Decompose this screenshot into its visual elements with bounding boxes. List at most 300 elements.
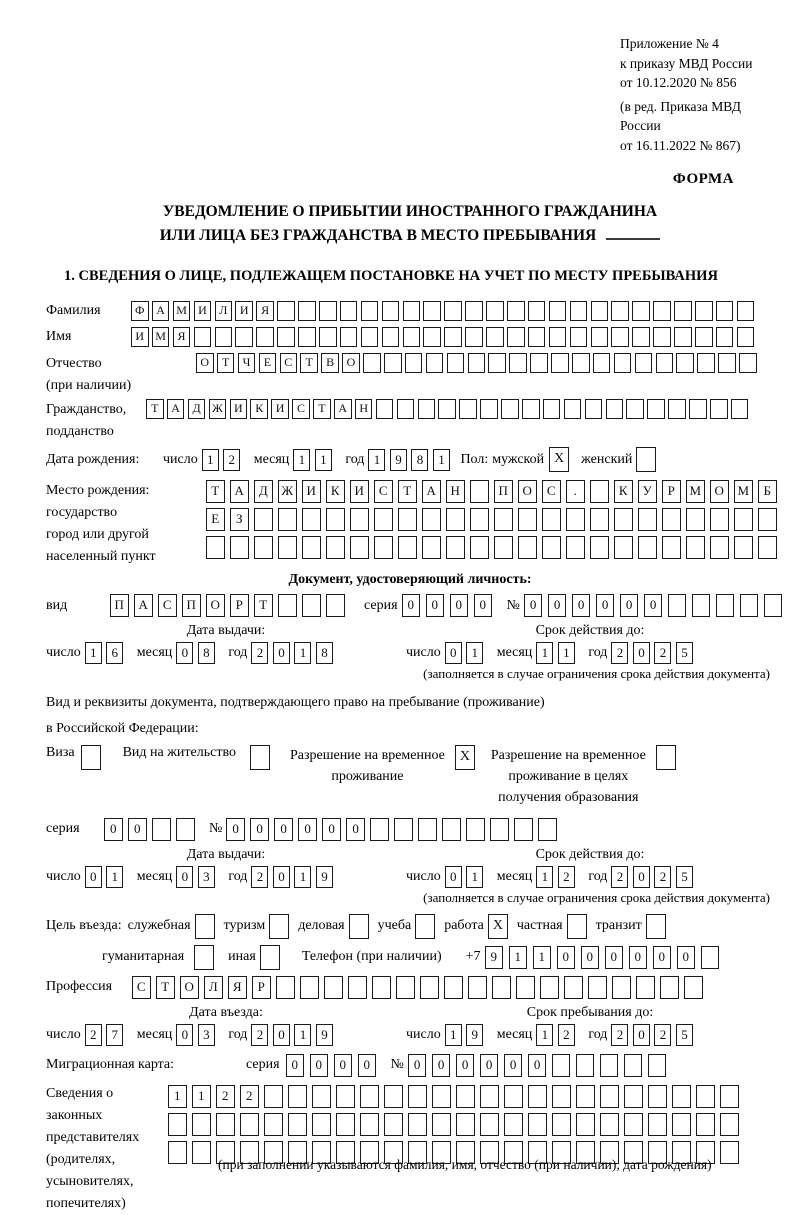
char-cell[interactable]: X bbox=[488, 914, 508, 939]
char-cell[interactable] bbox=[739, 353, 757, 373]
char-cell[interactable] bbox=[326, 594, 345, 617]
char-cell[interactable]: К bbox=[326, 480, 345, 503]
char-cell[interactable] bbox=[647, 399, 665, 419]
char-cell[interactable] bbox=[319, 301, 337, 321]
char-cell[interactable] bbox=[446, 536, 465, 559]
visa-checkbox[interactable] bbox=[81, 745, 101, 770]
char-cell[interactable]: 2 bbox=[558, 1024, 575, 1046]
char-cell[interactable] bbox=[403, 301, 421, 321]
char-cell[interactable] bbox=[710, 536, 729, 559]
char-cell[interactable] bbox=[168, 1141, 187, 1164]
char-cell[interactable] bbox=[348, 976, 367, 999]
char-cell[interactable]: Р bbox=[662, 480, 681, 503]
char-cell[interactable] bbox=[468, 353, 486, 373]
char-cell[interactable]: 0 bbox=[548, 594, 567, 617]
char-cell[interactable] bbox=[552, 1085, 571, 1108]
char-cell[interactable]: 1 bbox=[368, 449, 385, 471]
char-cell[interactable] bbox=[570, 327, 588, 347]
char-cell[interactable] bbox=[420, 976, 439, 999]
char-cell[interactable]: Б bbox=[758, 480, 777, 503]
char-cell[interactable]: О bbox=[206, 594, 225, 617]
char-cell[interactable]: Т bbox=[254, 594, 273, 617]
char-cell[interactable] bbox=[684, 976, 703, 999]
char-cell[interactable] bbox=[405, 353, 423, 373]
char-cell[interactable] bbox=[360, 1085, 379, 1108]
char-cell[interactable] bbox=[350, 536, 369, 559]
char-cell[interactable]: 0 bbox=[633, 642, 650, 664]
char-cell[interactable]: 0 bbox=[273, 1024, 290, 1046]
char-cell[interactable]: 2 bbox=[654, 642, 671, 664]
char-cell[interactable]: О bbox=[342, 353, 360, 373]
char-cell[interactable]: 2 bbox=[251, 1024, 268, 1046]
char-cell[interactable] bbox=[488, 353, 506, 373]
char-cell[interactable]: 0 bbox=[620, 594, 639, 617]
char-cell[interactable] bbox=[470, 508, 489, 531]
char-cell[interactable] bbox=[572, 353, 590, 373]
char-cell[interactable] bbox=[590, 480, 609, 503]
char-cell[interactable]: 1 bbox=[192, 1085, 211, 1108]
char-cell[interactable]: С bbox=[542, 480, 561, 503]
char-cell[interactable]: 1 bbox=[533, 946, 552, 969]
char-cell[interactable] bbox=[528, 1113, 547, 1136]
char-cell[interactable]: Ж bbox=[209, 399, 227, 419]
char-cell[interactable] bbox=[350, 508, 369, 531]
char-cell[interactable] bbox=[422, 508, 441, 531]
char-cell[interactable]: 0 bbox=[581, 946, 600, 969]
char-cell[interactable] bbox=[480, 1085, 499, 1108]
char-cell[interactable] bbox=[612, 976, 631, 999]
char-cell[interactable] bbox=[374, 508, 393, 531]
char-cell[interactable] bbox=[384, 353, 402, 373]
char-cell[interactable]: А bbox=[152, 301, 170, 321]
char-cell[interactable] bbox=[490, 818, 509, 841]
char-cell[interactable] bbox=[653, 301, 671, 321]
sex-female-checkbox[interactable] bbox=[636, 447, 656, 472]
char-cell[interactable] bbox=[734, 536, 753, 559]
char-cell[interactable] bbox=[446, 508, 465, 531]
char-cell[interactable] bbox=[480, 1113, 499, 1136]
char-cell[interactable] bbox=[382, 327, 400, 347]
char-cell[interactable] bbox=[716, 594, 735, 617]
char-cell[interactable] bbox=[624, 1113, 643, 1136]
char-cell[interactable]: И bbox=[230, 399, 248, 419]
char-cell[interactable]: 2 bbox=[85, 1024, 102, 1046]
char-cell[interactable] bbox=[376, 399, 394, 419]
char-cell[interactable] bbox=[372, 976, 391, 999]
char-cell[interactable] bbox=[370, 818, 389, 841]
char-cell[interactable] bbox=[442, 818, 461, 841]
char-cell[interactable]: 0 bbox=[596, 594, 615, 617]
char-cell[interactable] bbox=[528, 327, 546, 347]
char-cell[interactable] bbox=[530, 353, 548, 373]
char-cell[interactable] bbox=[731, 399, 749, 419]
char-cell[interactable]: 0 bbox=[677, 946, 696, 969]
purpose-tranzit-checkbox[interactable] bbox=[646, 914, 666, 939]
char-cell[interactable]: 3 bbox=[198, 1024, 215, 1046]
char-cell[interactable] bbox=[600, 1054, 619, 1077]
char-cell[interactable] bbox=[384, 1113, 403, 1136]
char-cell[interactable] bbox=[418, 818, 437, 841]
char-cell[interactable]: М bbox=[734, 480, 753, 503]
char-cell[interactable] bbox=[600, 1085, 619, 1108]
char-cell[interactable]: 2 bbox=[558, 866, 575, 888]
char-cell[interactable] bbox=[696, 1085, 715, 1108]
char-cell[interactable]: 0 bbox=[426, 594, 445, 617]
char-cell[interactable] bbox=[298, 327, 316, 347]
char-cell[interactable]: 0 bbox=[250, 818, 269, 841]
char-cell[interactable]: Р bbox=[230, 594, 249, 617]
char-cell[interactable] bbox=[423, 327, 441, 347]
char-cell[interactable] bbox=[564, 399, 582, 419]
char-cell[interactable] bbox=[695, 327, 713, 347]
char-cell[interactable] bbox=[648, 1054, 667, 1077]
purpose-chastnaya-checkbox[interactable] bbox=[567, 914, 587, 939]
char-cell[interactable] bbox=[465, 301, 483, 321]
char-cell[interactable] bbox=[336, 1085, 355, 1108]
char-cell[interactable] bbox=[591, 327, 609, 347]
char-cell[interactable]: С bbox=[374, 480, 393, 503]
char-cell[interactable] bbox=[656, 745, 676, 770]
char-cell[interactable]: 0 bbox=[402, 594, 421, 617]
char-cell[interactable]: И bbox=[350, 480, 369, 503]
char-cell[interactable] bbox=[360, 1113, 379, 1136]
char-cell[interactable] bbox=[319, 327, 337, 347]
char-cell[interactable] bbox=[672, 1085, 691, 1108]
char-cell[interactable]: 0 bbox=[445, 642, 462, 664]
char-cell[interactable]: Ч bbox=[238, 353, 256, 373]
char-cell[interactable]: 8 bbox=[198, 642, 215, 664]
char-cell[interactable] bbox=[632, 327, 650, 347]
char-cell[interactable]: 0 bbox=[273, 642, 290, 664]
char-cell[interactable] bbox=[636, 447, 656, 472]
purpose-ucheba-checkbox[interactable] bbox=[415, 914, 435, 939]
temp-permit-checkbox[interactable] bbox=[455, 745, 475, 770]
char-cell[interactable]: 0 bbox=[653, 946, 672, 969]
char-cell[interactable] bbox=[254, 508, 273, 531]
char-cell[interactable]: Т bbox=[313, 399, 331, 419]
char-cell[interactable] bbox=[542, 508, 561, 531]
char-cell[interactable]: С bbox=[132, 976, 151, 999]
char-cell[interactable]: 0 bbox=[504, 1054, 523, 1077]
char-cell[interactable]: 1 bbox=[558, 642, 575, 664]
char-cell[interactable] bbox=[408, 1113, 427, 1136]
char-cell[interactable] bbox=[361, 301, 379, 321]
char-cell[interactable] bbox=[674, 327, 692, 347]
char-cell[interactable] bbox=[194, 327, 212, 347]
char-cell[interactable] bbox=[716, 327, 734, 347]
char-cell[interactable]: 9 bbox=[466, 1024, 483, 1046]
char-cell[interactable] bbox=[298, 301, 316, 321]
char-cell[interactable]: . bbox=[566, 480, 585, 503]
char-cell[interactable] bbox=[456, 1113, 475, 1136]
char-cell[interactable]: 9 bbox=[390, 449, 407, 471]
char-cell[interactable] bbox=[382, 301, 400, 321]
char-cell[interactable]: В bbox=[321, 353, 339, 373]
char-cell[interactable] bbox=[444, 976, 463, 999]
char-cell[interactable] bbox=[349, 914, 369, 939]
char-cell[interactable]: А bbox=[230, 480, 249, 503]
char-cell[interactable] bbox=[507, 301, 525, 321]
char-cell[interactable]: 0 bbox=[273, 866, 290, 888]
char-cell[interactable] bbox=[660, 976, 679, 999]
char-cell[interactable]: 1 bbox=[466, 642, 483, 664]
char-cell[interactable]: О bbox=[710, 480, 729, 503]
char-cell[interactable]: Ф bbox=[131, 301, 149, 321]
char-cell[interactable] bbox=[254, 536, 273, 559]
char-cell[interactable] bbox=[312, 1085, 331, 1108]
char-cell[interactable]: Т bbox=[206, 480, 225, 503]
char-cell[interactable]: Н bbox=[446, 480, 465, 503]
char-cell[interactable] bbox=[235, 327, 253, 347]
char-cell[interactable] bbox=[394, 818, 413, 841]
edu-permit-checkbox[interactable] bbox=[656, 745, 676, 770]
char-cell[interactable] bbox=[276, 976, 295, 999]
char-cell[interactable] bbox=[486, 327, 504, 347]
char-cell[interactable]: Н bbox=[355, 399, 373, 419]
purpose-inaya-checkbox[interactable] bbox=[260, 945, 280, 970]
char-cell[interactable] bbox=[636, 976, 655, 999]
char-cell[interactable]: П bbox=[182, 594, 201, 617]
char-cell[interactable]: Т bbox=[217, 353, 235, 373]
char-cell[interactable] bbox=[192, 1141, 211, 1164]
char-cell[interactable]: 1 bbox=[294, 1024, 311, 1046]
char-cell[interactable]: 1 bbox=[536, 866, 553, 888]
char-cell[interactable] bbox=[278, 536, 297, 559]
char-cell[interactable]: X bbox=[549, 447, 569, 472]
char-cell[interactable] bbox=[176, 818, 195, 841]
char-cell[interactable] bbox=[470, 480, 489, 503]
char-cell[interactable]: 9 bbox=[316, 1024, 333, 1046]
char-cell[interactable]: 0 bbox=[226, 818, 245, 841]
char-cell[interactable] bbox=[516, 976, 535, 999]
char-cell[interactable] bbox=[288, 1085, 307, 1108]
char-cell[interactable]: 2 bbox=[223, 449, 240, 471]
char-cell[interactable] bbox=[168, 1113, 187, 1136]
char-cell[interactable]: Т bbox=[146, 399, 164, 419]
char-cell[interactable]: 0 bbox=[298, 818, 317, 841]
char-cell[interactable]: 8 bbox=[316, 642, 333, 664]
char-cell[interactable] bbox=[509, 353, 527, 373]
char-cell[interactable]: М bbox=[173, 301, 191, 321]
char-cell[interactable] bbox=[264, 1113, 283, 1136]
char-cell[interactable]: 0 bbox=[286, 1054, 305, 1077]
char-cell[interactable] bbox=[384, 1085, 403, 1108]
char-cell[interactable]: 1 bbox=[536, 642, 553, 664]
char-cell[interactable] bbox=[444, 301, 462, 321]
char-cell[interactable]: 0 bbox=[524, 594, 543, 617]
char-cell[interactable] bbox=[686, 536, 705, 559]
char-cell[interactable]: 0 bbox=[176, 866, 193, 888]
char-cell[interactable] bbox=[447, 353, 465, 373]
char-cell[interactable] bbox=[710, 399, 728, 419]
char-cell[interactable]: М bbox=[686, 480, 705, 503]
char-cell[interactable] bbox=[701, 946, 720, 969]
char-cell[interactable]: 0 bbox=[456, 1054, 475, 1077]
char-cell[interactable]: Д bbox=[188, 399, 206, 419]
char-cell[interactable]: Ж bbox=[278, 480, 297, 503]
char-cell[interactable]: О bbox=[518, 480, 537, 503]
char-cell[interactable] bbox=[588, 976, 607, 999]
char-cell[interactable]: О bbox=[180, 976, 199, 999]
char-cell[interactable]: 1 bbox=[106, 866, 123, 888]
char-cell[interactable]: К bbox=[614, 480, 633, 503]
char-cell[interactable]: 0 bbox=[432, 1054, 451, 1077]
char-cell[interactable] bbox=[718, 353, 736, 373]
char-cell[interactable] bbox=[494, 536, 513, 559]
char-cell[interactable] bbox=[648, 1085, 667, 1108]
char-cell[interactable] bbox=[418, 399, 436, 419]
char-cell[interactable] bbox=[422, 536, 441, 559]
char-cell[interactable] bbox=[656, 353, 674, 373]
char-cell[interactable] bbox=[398, 508, 417, 531]
char-cell[interactable] bbox=[648, 1113, 667, 1136]
char-cell[interactable] bbox=[624, 1085, 643, 1108]
char-cell[interactable] bbox=[278, 508, 297, 531]
char-cell[interactable] bbox=[269, 914, 289, 939]
char-cell[interactable]: 6 bbox=[106, 642, 123, 664]
char-cell[interactable]: 0 bbox=[474, 594, 493, 617]
char-cell[interactable] bbox=[192, 1113, 211, 1136]
char-cell[interactable] bbox=[398, 536, 417, 559]
char-cell[interactable] bbox=[340, 327, 358, 347]
char-cell[interactable]: 0 bbox=[557, 946, 576, 969]
char-cell[interactable]: З bbox=[230, 508, 249, 531]
char-cell[interactable] bbox=[468, 976, 487, 999]
char-cell[interactable] bbox=[501, 399, 519, 419]
char-cell[interactable]: С bbox=[292, 399, 310, 419]
char-cell[interactable] bbox=[697, 353, 715, 373]
char-cell[interactable] bbox=[302, 508, 321, 531]
char-cell[interactable] bbox=[538, 818, 557, 841]
char-cell[interactable] bbox=[396, 976, 415, 999]
purpose-delovaya-checkbox[interactable] bbox=[349, 914, 369, 939]
char-cell[interactable] bbox=[638, 536, 657, 559]
char-cell[interactable] bbox=[480, 399, 498, 419]
char-cell[interactable] bbox=[324, 976, 343, 999]
char-cell[interactable] bbox=[194, 945, 214, 970]
char-cell[interactable]: С bbox=[280, 353, 298, 373]
char-cell[interactable] bbox=[686, 508, 705, 531]
char-cell[interactable] bbox=[438, 399, 456, 419]
char-cell[interactable] bbox=[465, 327, 483, 347]
char-cell[interactable]: 1 bbox=[315, 449, 332, 471]
char-cell[interactable] bbox=[277, 301, 295, 321]
char-cell[interactable]: Я bbox=[228, 976, 247, 999]
char-cell[interactable] bbox=[397, 399, 415, 419]
char-cell[interactable]: Л bbox=[215, 301, 233, 321]
char-cell[interactable] bbox=[710, 508, 729, 531]
char-cell[interactable] bbox=[672, 1113, 691, 1136]
char-cell[interactable] bbox=[668, 594, 687, 617]
char-cell[interactable]: Л bbox=[204, 976, 223, 999]
char-cell[interactable] bbox=[758, 536, 777, 559]
char-cell[interactable]: 1 bbox=[433, 449, 450, 471]
char-cell[interactable] bbox=[528, 1085, 547, 1108]
char-cell[interactable]: 0 bbox=[128, 818, 147, 841]
char-cell[interactable] bbox=[277, 327, 295, 347]
char-cell[interactable] bbox=[302, 594, 321, 617]
char-cell[interactable]: 2 bbox=[251, 866, 268, 888]
char-cell[interactable]: Т bbox=[300, 353, 318, 373]
char-cell[interactable] bbox=[758, 508, 777, 531]
char-cell[interactable] bbox=[522, 399, 540, 419]
char-cell[interactable]: 1 bbox=[202, 449, 219, 471]
char-cell[interactable]: 1 bbox=[168, 1085, 187, 1108]
char-cell[interactable] bbox=[432, 1113, 451, 1136]
char-cell[interactable]: Р bbox=[252, 976, 271, 999]
char-cell[interactable] bbox=[590, 536, 609, 559]
char-cell[interactable]: 1 bbox=[85, 642, 102, 664]
char-cell[interactable]: О bbox=[196, 353, 214, 373]
char-cell[interactable]: 0 bbox=[633, 1024, 650, 1046]
char-cell[interactable]: 1 bbox=[466, 866, 483, 888]
char-cell[interactable]: 2 bbox=[611, 1024, 628, 1046]
char-cell[interactable] bbox=[549, 327, 567, 347]
char-cell[interactable]: 1 bbox=[294, 866, 311, 888]
char-cell[interactable] bbox=[720, 1113, 739, 1136]
char-cell[interactable] bbox=[278, 594, 297, 617]
char-cell[interactable]: 2 bbox=[611, 642, 628, 664]
char-cell[interactable]: Я bbox=[256, 301, 274, 321]
char-cell[interactable] bbox=[195, 914, 215, 939]
char-cell[interactable] bbox=[492, 976, 511, 999]
char-cell[interactable] bbox=[689, 399, 707, 419]
char-cell[interactable] bbox=[326, 508, 345, 531]
char-cell[interactable] bbox=[264, 1085, 283, 1108]
char-cell[interactable] bbox=[540, 976, 559, 999]
char-cell[interactable] bbox=[720, 1085, 739, 1108]
char-cell[interactable]: А bbox=[422, 480, 441, 503]
char-cell[interactable] bbox=[81, 745, 101, 770]
char-cell[interactable] bbox=[611, 301, 629, 321]
char-cell[interactable] bbox=[737, 327, 755, 347]
char-cell[interactable]: 9 bbox=[316, 866, 333, 888]
char-cell[interactable] bbox=[507, 327, 525, 347]
char-cell[interactable] bbox=[206, 536, 225, 559]
char-cell[interactable]: И bbox=[271, 399, 289, 419]
char-cell[interactable] bbox=[662, 536, 681, 559]
char-cell[interactable] bbox=[256, 327, 274, 347]
char-cell[interactable]: С bbox=[158, 594, 177, 617]
char-cell[interactable] bbox=[423, 301, 441, 321]
char-cell[interactable]: 0 bbox=[346, 818, 365, 841]
char-cell[interactable] bbox=[552, 1113, 571, 1136]
char-cell[interactable]: 5 bbox=[676, 1024, 693, 1046]
char-cell[interactable] bbox=[494, 508, 513, 531]
char-cell[interactable] bbox=[326, 536, 345, 559]
char-cell[interactable] bbox=[518, 508, 537, 531]
char-cell[interactable]: 2 bbox=[654, 1024, 671, 1046]
char-cell[interactable]: 0 bbox=[104, 818, 123, 841]
char-cell[interactable]: Я bbox=[173, 327, 191, 347]
char-cell[interactable] bbox=[486, 301, 504, 321]
char-cell[interactable] bbox=[740, 594, 759, 617]
char-cell[interactable] bbox=[260, 945, 280, 970]
char-cell[interactable] bbox=[528, 301, 546, 321]
char-cell[interactable]: Е bbox=[206, 508, 225, 531]
char-cell[interactable] bbox=[504, 1113, 523, 1136]
char-cell[interactable] bbox=[403, 327, 421, 347]
char-cell[interactable] bbox=[716, 301, 734, 321]
char-cell[interactable] bbox=[606, 399, 624, 419]
char-cell[interactable]: 1 bbox=[536, 1024, 553, 1046]
char-cell[interactable] bbox=[695, 301, 713, 321]
char-cell[interactable]: X bbox=[455, 745, 475, 770]
char-cell[interactable]: М bbox=[152, 327, 170, 347]
char-cell[interactable]: А bbox=[134, 594, 153, 617]
char-cell[interactable] bbox=[518, 536, 537, 559]
char-cell[interactable] bbox=[591, 301, 609, 321]
